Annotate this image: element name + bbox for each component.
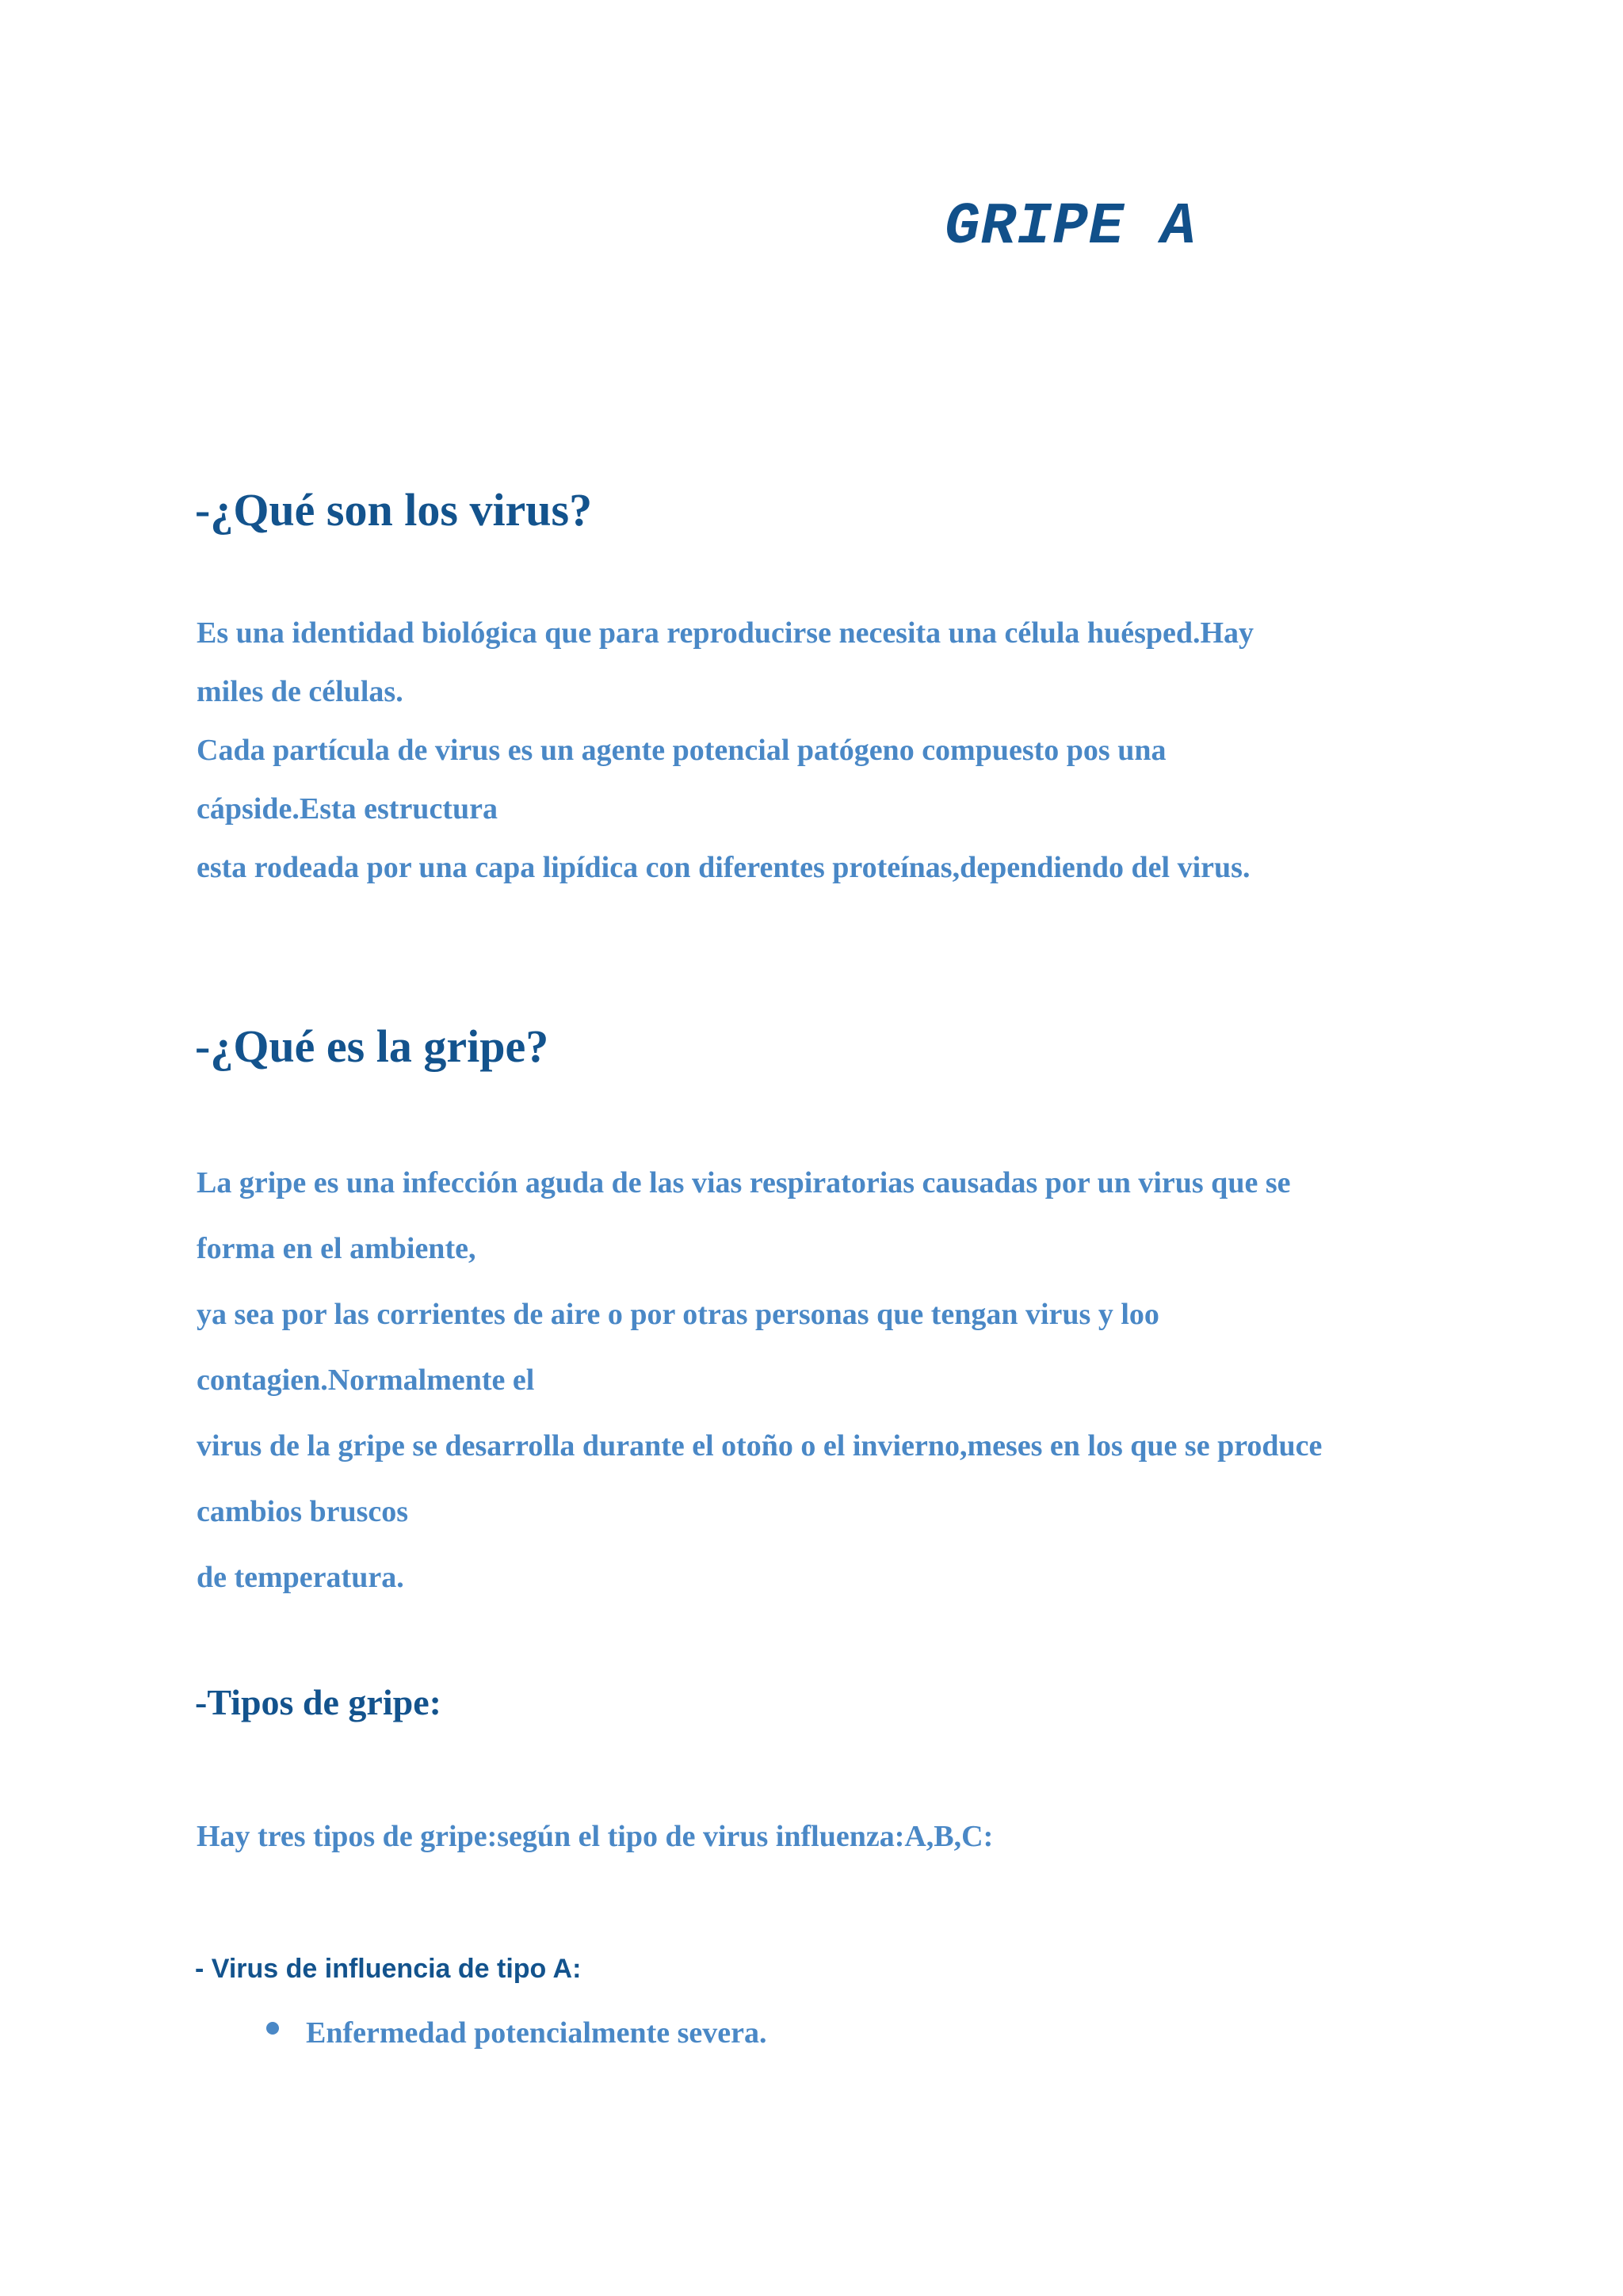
bullet-item xyxy=(266,2009,767,2057)
paragraph-line: cápside.Esta estructura xyxy=(197,792,498,826)
paragraph-line: Es una identidad biológica que para reproducirse necesita una célula huésped.Hay xyxy=(197,616,1254,650)
paragraph-virus xyxy=(197,604,1254,897)
bullet-text: Enfermedad potencialmente severa. xyxy=(306,2016,767,2050)
paragraph-line: virus de la gripe se desarrolla durante el otoño o el invierno,meses en los que se produce xyxy=(197,1429,1323,1463)
paragraph-line: Cada partícula de virus es un agente potencial patógeno compuesto pos una xyxy=(197,734,1167,767)
heading-virus-tipo-a: - Virus de influencia de tipo A: xyxy=(195,1954,582,1984)
paragraph-tipos xyxy=(197,1813,993,1860)
paragraph-line: de temperatura. xyxy=(197,1561,404,1594)
paragraph-line: miles de células. xyxy=(197,675,403,708)
document-title: GRIPE A xyxy=(945,194,1197,261)
heading-que-son-los-virus: -¿Qué son los virus? xyxy=(195,484,593,536)
paragraph-line: La gripe es una infección aguda de las vias respiratorias causadas por un virus que se xyxy=(197,1166,1291,1199)
paragraph-line: forma en el ambiente, xyxy=(197,1232,476,1265)
bullet-dot-icon xyxy=(266,2022,279,2035)
paragraph-gripe xyxy=(197,1150,1322,1611)
paragraph-line: Hay tres tipos de gripe:según el tipo de virus influenza:A,B,C: xyxy=(197,1820,994,1853)
paragraph-line: cambios bruscos xyxy=(197,1495,409,1528)
heading-que-es-la-gripe: -¿Qué es la gripe? xyxy=(195,1020,549,1072)
heading-tipos-de-gripe: -Tipos de gripe: xyxy=(195,1682,441,1722)
paragraph-line: contagien.Normalmente el xyxy=(197,1363,535,1397)
paragraph-line: esta rodeada por una capa lipídica con diferentes proteínas,dependiendo del virus. xyxy=(197,851,1251,884)
bullet-list-tipo-a xyxy=(266,2009,767,2057)
paragraph-line: ya sea por las corrientes de aire o por otras personas que tengan virus y loo xyxy=(197,1298,1159,1331)
